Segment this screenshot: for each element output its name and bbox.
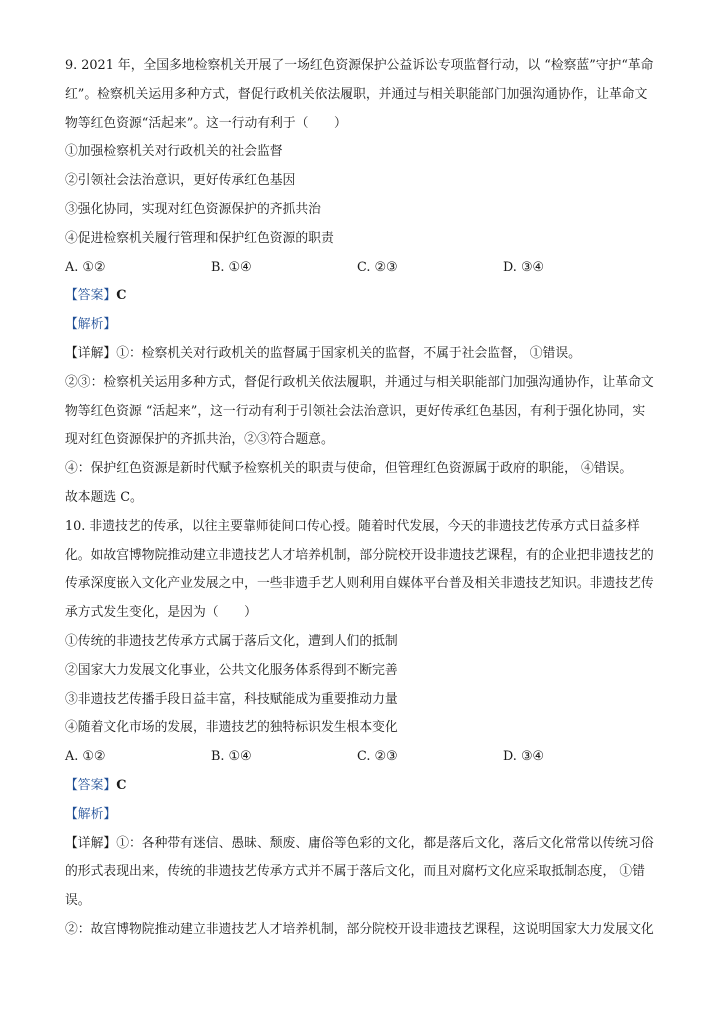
document-page bbox=[65, 52, 665, 945]
q10-detail-line: 误。 bbox=[65, 893, 91, 909]
q9-statement: ②引领社会法治意识，更好传承红色基因 bbox=[65, 173, 296, 189]
answer-letter: C bbox=[116, 288, 127, 304]
q10-detail-line: 的形式表现出来，传统的非遗技艺传承方式并不属于落后文化，而且对腐朽文化应采取抵制态度， ①错 bbox=[65, 864, 645, 880]
q10-choices bbox=[65, 743, 665, 772]
q9-stem-line: 9. 2021 年，全国多地检察机关开展了一场红色资源保护公益诉讼专项监督行动，以 “检察蓝”守护“革命 bbox=[65, 58, 654, 73]
q9-choice-d: D. ③④ bbox=[503, 259, 544, 275]
q9-answer bbox=[65, 282, 665, 311]
analysis-tag: 【解析】 bbox=[65, 806, 117, 822]
q9-statement: ③强化协同，实现对红色资源保护的齐抓共治 bbox=[65, 201, 321, 217]
detail-text: ①：检察机关对行政机关的监督属于国家机关的监督，不属于社会监督， ①错误。 bbox=[116, 345, 581, 361]
q9-choice-c: C. ②③ bbox=[357, 259, 398, 275]
answer-letter: C bbox=[116, 777, 127, 793]
q9-stem-line: 红”。检察机关运用多种方式，督促行政机关依法履职，并通过与相关职能部门加强沟通协作，让革命文 bbox=[65, 86, 648, 102]
q10-analysis bbox=[65, 801, 665, 830]
q10-statement: ②国家大力发展文化事业，公共文化服务体系得到不断完善 bbox=[65, 662, 398, 678]
q9-statement: ①加强检察机关对行政机关的社会监督 bbox=[65, 144, 283, 160]
q9-detail-line: ②③：检察机关运用多种方式，督促行政机关依法履职，并通过与相关职能部门加强沟通协作，让革命文 bbox=[65, 374, 654, 390]
q9-stem-line: 物等红色资源“活起来”。这一行动有利于（ ） bbox=[65, 115, 347, 131]
q10-statement: ③非遗技艺传播手段日益丰富，科技赋能成为重要推动力量 bbox=[65, 691, 398, 707]
q9-choice-a: A. ①② bbox=[65, 259, 106, 275]
q9-analysis bbox=[65, 311, 665, 340]
q10-choice-b: B. ①④ bbox=[211, 749, 252, 765]
q9-statement: ④促进检察机关履行管理和保护红色资源的职责 bbox=[65, 230, 334, 246]
q10-detail-line bbox=[65, 830, 665, 859]
q10-stem-line: 传承深度嵌入文化产业发展之中，一些非遗手艺人则利用自媒体平台普及相关非遗技艺知识。非遗技艺传 bbox=[65, 576, 654, 592]
q9-choices bbox=[65, 254, 665, 283]
question-9 bbox=[65, 52, 665, 513]
q9-choice-b: B. ①④ bbox=[211, 259, 252, 275]
q10-answer bbox=[65, 772, 665, 801]
question-10 bbox=[65, 513, 665, 945]
detail-tag: 【详解】 bbox=[65, 835, 117, 851]
detail-text: ①：各种带有迷信、愚昧、颓废、庸俗等色彩的文化，都是落后文化，落后文化常常以传统习俗 bbox=[116, 835, 654, 851]
analysis-tag: 【解析】 bbox=[65, 317, 117, 333]
q10-choice-c: C. ②③ bbox=[357, 749, 398, 765]
q9-detail-line: 物等红色资源 “活起来”，这一行动有利于引领社会法治意识，更好传承红色基因，有利于强化协同，实 bbox=[65, 403, 646, 419]
answer-tag: 【答案】 bbox=[65, 288, 117, 304]
answer-tag: 【答案】 bbox=[65, 777, 117, 793]
q10-stem-line: 化。如故宫博物院推动建立非遗技艺人才培养机制，部分院校开设非遗技艺课程，有的企业把非遗技艺的 bbox=[65, 547, 654, 563]
q10-statement: ④随着文化市场的发展，非遗技艺的独特标识发生根本变化 bbox=[65, 720, 398, 736]
q10-choice-a: A. ①② bbox=[65, 749, 106, 765]
q10-stem-line: 10. 非遗技艺的传承，以往主要靠师徒间口传心授。随着时代发展，今天的非遗技艺传承方式日益多样 bbox=[65, 518, 640, 534]
q9-detail-line: 现对红色资源保护的齐抓共治，②③符合题意。 bbox=[65, 432, 334, 448]
q10-detail-line: ②：故宫博物院推动建立非遗技艺人才培养机制，部分院校开设非遗技艺课程，这说明国家大力发展文化 bbox=[65, 921, 654, 937]
q9-detail-line bbox=[65, 340, 665, 369]
q10-statement: ①传统的非遗技艺传承方式属于落后文化，遭到人们的抵制 bbox=[65, 633, 398, 649]
q9-detail-line: ④：保护红色资源是新时代赋予检察机关的职责与使命，但管理红色资源属于政府的职能， ④错误。 bbox=[65, 461, 633, 477]
q9-conclusion: 故本题选 C。 bbox=[65, 489, 143, 505]
q10-stem-line: 承方式发生变化，是因为（ ） bbox=[65, 605, 257, 621]
detail-tag: 【详解】 bbox=[65, 345, 117, 361]
q10-choice-d: D. ③④ bbox=[503, 749, 544, 765]
